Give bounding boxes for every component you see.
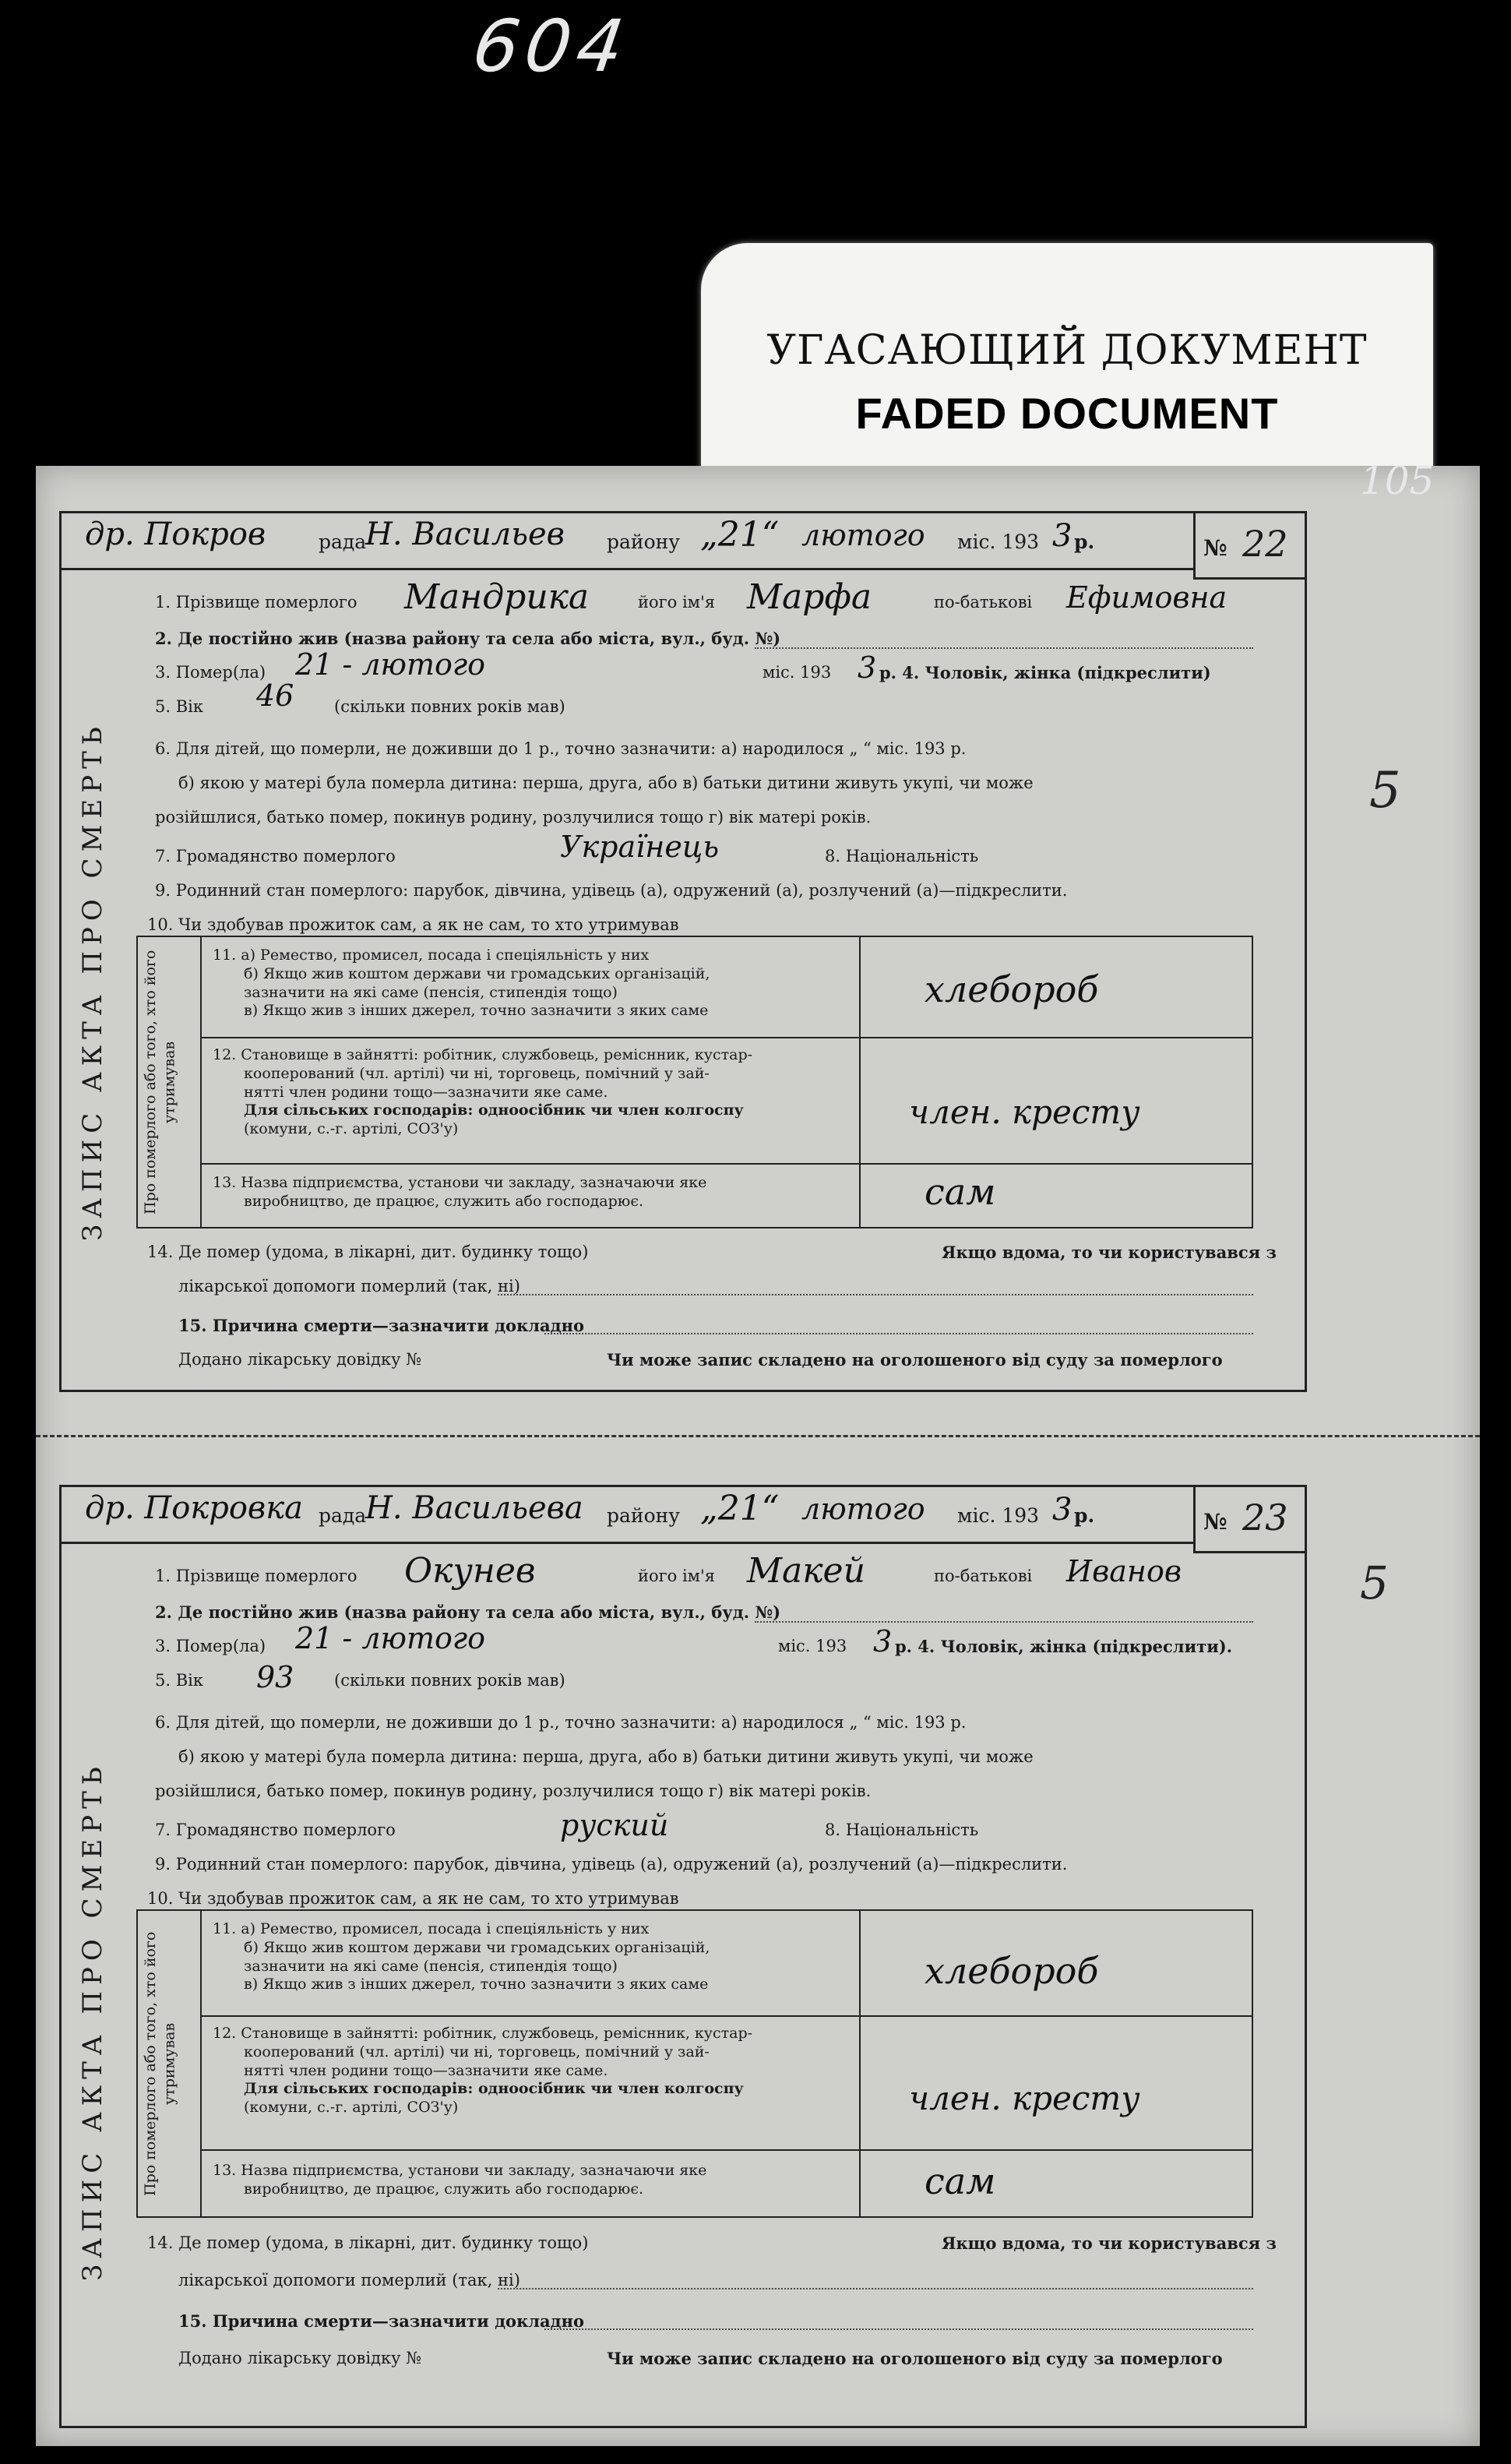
field-6b: б) якою у матері була померла дитина: перша, друга, або в) батьки дитини живуть укупі, чи може — [178, 1747, 1034, 1766]
field-12-line-c: нятті член родини тощо—зазначити яке саме. — [244, 2061, 608, 2079]
field-12-line-b: кооперований (чл. артілі) чи ні, торговець, помічний у зай- — [244, 1064, 710, 1082]
employment-status-value: член. кресту — [909, 2079, 1140, 2117]
deceased-name: Марфа — [747, 577, 872, 617]
death-day: „21“ — [700, 515, 780, 555]
deceased-name: Макей — [747, 1551, 865, 1591]
field-2-label: 2. Де постійно жив (назва району та села або міста, вул., буд. №) — [155, 1602, 781, 1622]
field-14-home: Якщо вдома, то чи користувався з — [942, 2233, 1277, 2253]
field-1-label: 1. Прізвище померлого — [155, 593, 357, 612]
field-3-label: 3. Помер(ла) — [155, 663, 266, 682]
field-6c: розійшлися, батько помер, покинув родину, розлучилися тощо г) вік матері років. — [155, 808, 872, 827]
field-12-line-d: Для сільських господарів: одноосібник чи член колгоспу — [244, 1102, 744, 1119]
court-declaration-label: Чи може запис складено на оголошеного від суду за померлого — [607, 1350, 1223, 1369]
field-3-year-digit: 3 — [858, 650, 877, 685]
number-label: № — [1203, 535, 1227, 561]
field-13-line-b: виробництво, де працює, служить або господарює. — [244, 2180, 644, 2198]
field-11-line-a: 11. а) Ремество, промисел, посада і спеціяльність у них — [213, 946, 650, 964]
citizenship-value: Українець — [560, 830, 720, 864]
field-13-text — [213, 2162, 706, 2199]
year-suffix: р. — [1074, 531, 1095, 553]
patronymic-label: по-батькові — [934, 593, 1033, 612]
field-5-note: (скільки повних років мав) — [334, 1671, 565, 1690]
field-12-line-e: (комуни, с.-г. артілі, СОЗ'у) — [244, 2099, 459, 2116]
workplace-value: сам — [925, 1171, 996, 1213]
record-header — [62, 513, 1253, 570]
field-12-line-a: 12. Становище в зайнятті: робітник, службовець, реміснник, кустар- — [213, 2025, 753, 2042]
field-7-label: 7. Громадянство померлого — [155, 847, 396, 865]
field-15-label: 15. Причина смерти—зазначити докладно — [178, 1316, 585, 1335]
film-frame-number: 604 — [467, 5, 636, 88]
field-2-label: 2. Де постійно жив (назва району та села або міста, вул., буд. №) — [155, 629, 781, 648]
field-9-label: 9. Родинний стан померлого: парубок, дівчина, удівець (а), одружений (а), розлучений (а)—підкреслити. — [155, 881, 1068, 900]
occupation-block — [136, 1909, 1253, 2218]
workplace-value: сам — [925, 2160, 996, 2202]
year-digit: 3 — [1052, 1492, 1072, 1528]
rada-name: Н. Васильева — [365, 1490, 583, 1526]
field-14-medical: лікарської допомоги померлий (так, ні) — [178, 1277, 520, 1295]
deceased-patronymic: Ефимовна — [1066, 580, 1227, 615]
field-3-year: міс. 193 — [778, 1637, 847, 1655]
field-8-label: 8. Національність — [825, 847, 979, 865]
field-12-line-d: Для сільських господарів: одноосібник чи член колгоспу — [244, 2080, 744, 2098]
margin-mark-2: 5 — [1360, 1556, 1389, 1609]
field-11-text — [213, 946, 710, 1020]
block-divider-left — [200, 1911, 202, 2216]
field-15-label: 15. Причина смерти—зазначити докладно — [178, 2311, 585, 2331]
name-label: його ім'я — [638, 1567, 716, 1585]
row-divider-11 — [200, 2015, 1252, 2017]
field-3-4-sex: р. 4. Чоловік, жінка (підкреслити). — [895, 1637, 1233, 1656]
block-divider-right — [859, 937, 861, 1227]
deceased-age: 46 — [256, 679, 294, 713]
death-date: 21 - лютого — [295, 647, 485, 682]
block-divider-left — [200, 937, 202, 1227]
year-label: міс. 193 — [957, 531, 1040, 553]
faded-document-label — [701, 243, 1433, 477]
field-5-note: (скільки повних років мав) — [334, 697, 565, 716]
deceased-surname: Окунев — [404, 1551, 536, 1591]
side-title: ЗАПИС АКТА ПРО СМЕРТЬ — [77, 721, 108, 1241]
record-number: 23 — [1242, 1496, 1288, 1539]
field-6a: 6. Для дітей, що померли, не доживши до 1 р., точно зазначити: а) народилося „ “ міс. 193 р. — [155, 739, 967, 758]
field-11-line-d: в) Якщо жив з інших джерел, точно зазначити з яких саме — [244, 1002, 709, 1020]
year-digit: 3 — [1052, 518, 1072, 554]
row-divider-11 — [200, 1037, 1252, 1038]
patronymic-label: по-батькові — [934, 1567, 1033, 1585]
field-13-text — [213, 1174, 706, 1211]
field-12-text — [213, 1046, 752, 1139]
rayon-label: району — [607, 1504, 680, 1527]
field-9-label: 9. Родинний стан померлого: парубок, дівчина, удівець (а), одружений (а), розлучений (а)—підкреслити. — [155, 1855, 1068, 1874]
certificate-label: Додано лікарську довідку № — [178, 1350, 422, 1369]
field-2-line — [755, 1621, 1253, 1623]
death-record-2 — [59, 1485, 1307, 2428]
death-day: „21“ — [700, 1489, 780, 1528]
block-divider-right — [859, 1911, 861, 2216]
court-declaration-label: Чи може запис складено на оголошеного від суду за померлого — [607, 2349, 1223, 2368]
record-number-box — [1193, 511, 1307, 580]
deceased-age: 93 — [256, 1660, 294, 1694]
cut-line — [36, 1435, 1480, 1437]
field-10-label: 10. Чи здобував прожиток сам, а як не сам, то хто утримував — [147, 1889, 679, 1908]
year-label: міс. 193 — [957, 1504, 1040, 1527]
year-suffix: р. — [1074, 1504, 1095, 1527]
death-month: лютого — [801, 518, 925, 552]
field-14-line — [498, 1294, 1253, 1295]
field-11-line-d: в) Якщо жив з інших джерел, точно зазначити з яких саме — [244, 1976, 709, 1993]
field-11-line-a: 11. а) Ремество, промисел, посада і спеціяльність у них — [213, 1920, 650, 1937]
occupation-block-label: Про померлого або того, хто його утримував — [142, 950, 178, 1214]
village-name: др. Покров — [85, 516, 266, 552]
field-15-line — [544, 1333, 1253, 1334]
occupation-value: хлебороб — [925, 1950, 1099, 1992]
field-7-label: 7. Громадянство померлого — [155, 1821, 396, 1839]
field-6b: б) якою у матері була померла дитина: перша, друга, або в) батьки дитини живуть укупі, чи може — [178, 774, 1034, 792]
record-sheet — [36, 458, 1480, 2446]
name-label: його ім'я — [638, 593, 716, 612]
field-11-line-b: б) Якщо жив коштом держави чи громадських організацій, — [244, 964, 710, 982]
field-2-line — [755, 647, 1253, 649]
record-number-box — [1193, 1485, 1307, 1553]
employment-status-value: член. кресту — [909, 1093, 1140, 1131]
record-header — [62, 1487, 1253, 1544]
field-8-label: 8. Національність — [825, 1821, 979, 1839]
occupation-block — [136, 936, 1253, 1228]
field-10-label: 10. Чи здобував прожиток сам, а як не сам, то хто утримував — [147, 915, 679, 934]
field-13-line-a: 13. Назва підприємства, установи чи закладу, зазначаючи яке — [213, 1174, 707, 1191]
field-6c: розійшлися, батько помер, покинув родину, розлучилися тощо г) вік матері років. — [155, 1782, 872, 1800]
field-12-line-a: 12. Становище в зайнятті: робітник, службовець, реміснник, кустар- — [213, 1046, 753, 1063]
side-title: ЗАПИС АКТА ПРО СМЕРТЬ — [77, 1761, 108, 2281]
field-13-line-a: 13. Назва підприємства, установи чи закладу, зазначаючи яке — [213, 2162, 707, 2179]
deceased-surname: Мандрика — [404, 577, 590, 617]
label-russian: УГАСАЮЩИЙ ДОКУМЕНТ — [766, 327, 1368, 374]
field-12-line-e: (комуни, с.-г. артілі, СОЗ'у) — [244, 1120, 459, 1137]
row-divider-12 — [200, 2149, 1252, 2151]
field-3-year-digit: 3 — [873, 1624, 893, 1659]
occupation-value: хлебороб — [925, 968, 1099, 1010]
village-name: др. Покровка — [85, 1490, 303, 1526]
field-11-line-c: зазначити на які саме (пенсія, стипендія тощо) — [244, 1957, 618, 1975]
label-english: FADED DOCUMENT — [855, 389, 1279, 438]
field-12-text — [213, 2025, 752, 2117]
deceased-patronymic: Иванов — [1066, 1554, 1182, 1588]
field-14-medical: лікарської допомоги померлий (так, ні) — [178, 2271, 520, 2290]
field-3-year: міс. 193 — [763, 663, 832, 682]
row-divider-12 — [200, 1163, 1252, 1165]
field-11-line-b: б) Якщо жив коштом держави чи громадських організацій, — [244, 1938, 710, 1956]
field-14-label: 14. Де помер (удома, в лікарні, дит. будинку тощо) — [147, 2233, 589, 2252]
citizenship-value: руский — [560, 1808, 669, 1842]
field-11-text — [213, 1920, 710, 1994]
field-5-label: 5. Вік — [155, 1671, 203, 1690]
field-3-label: 3. Помер(ла) — [155, 1637, 266, 1655]
field-12-line-b: кооперований (чл. артілі) чи ні, торговець, помічний у зай- — [244, 2043, 710, 2060]
rada-label: рада — [319, 1504, 367, 1527]
number-label: № — [1203, 1509, 1227, 1535]
field-14-label: 14. Де помер (удома, в лікарні, дит. будинку тощо) — [147, 1243, 589, 1261]
margin-mark-1: 5 — [1369, 762, 1401, 820]
rada-label: рада — [319, 531, 367, 553]
field-6a: 6. Для дітей, що померли, не доживши до 1 р., точно зазначити: а) народилося „ “ міс. 193 р. — [155, 1713, 967, 1732]
occupation-block-label: Про померлого або того, хто його утримував — [142, 1931, 178, 2196]
margin-page-number: 105 — [1360, 458, 1435, 503]
field-5-label: 5. Вік — [155, 697, 203, 716]
field-12-line-c: нятті член родини тощо—зазначити яке саме. — [244, 1083, 608, 1101]
certificate-label: Додано лікарську довідку № — [178, 2349, 422, 2367]
death-record-1 — [59, 511, 1307, 1392]
field-11-line-c: зазначити на які саме (пенсія, стипендія тощо) — [244, 983, 618, 1001]
field-1-label: 1. Прізвище померлого — [155, 1567, 357, 1585]
field-13-line-b: виробництво, де працює, служить або господарює. — [244, 1192, 644, 1210]
record-number: 22 — [1242, 523, 1288, 565]
death-date: 21 - лютого — [295, 1621, 485, 1655]
death-month: лютого — [801, 1492, 925, 1526]
field-14-home: Якщо вдома, то чи користувався з — [942, 1243, 1277, 1262]
rayon-label: району — [607, 531, 680, 553]
field-15-line — [544, 2328, 1253, 2330]
field-3-4-sex: р. 4. Чоловік, жінка (підкреслити) — [879, 663, 1211, 682]
field-14-line — [498, 2288, 1253, 2290]
rada-name: Н. Васильев — [365, 516, 565, 552]
